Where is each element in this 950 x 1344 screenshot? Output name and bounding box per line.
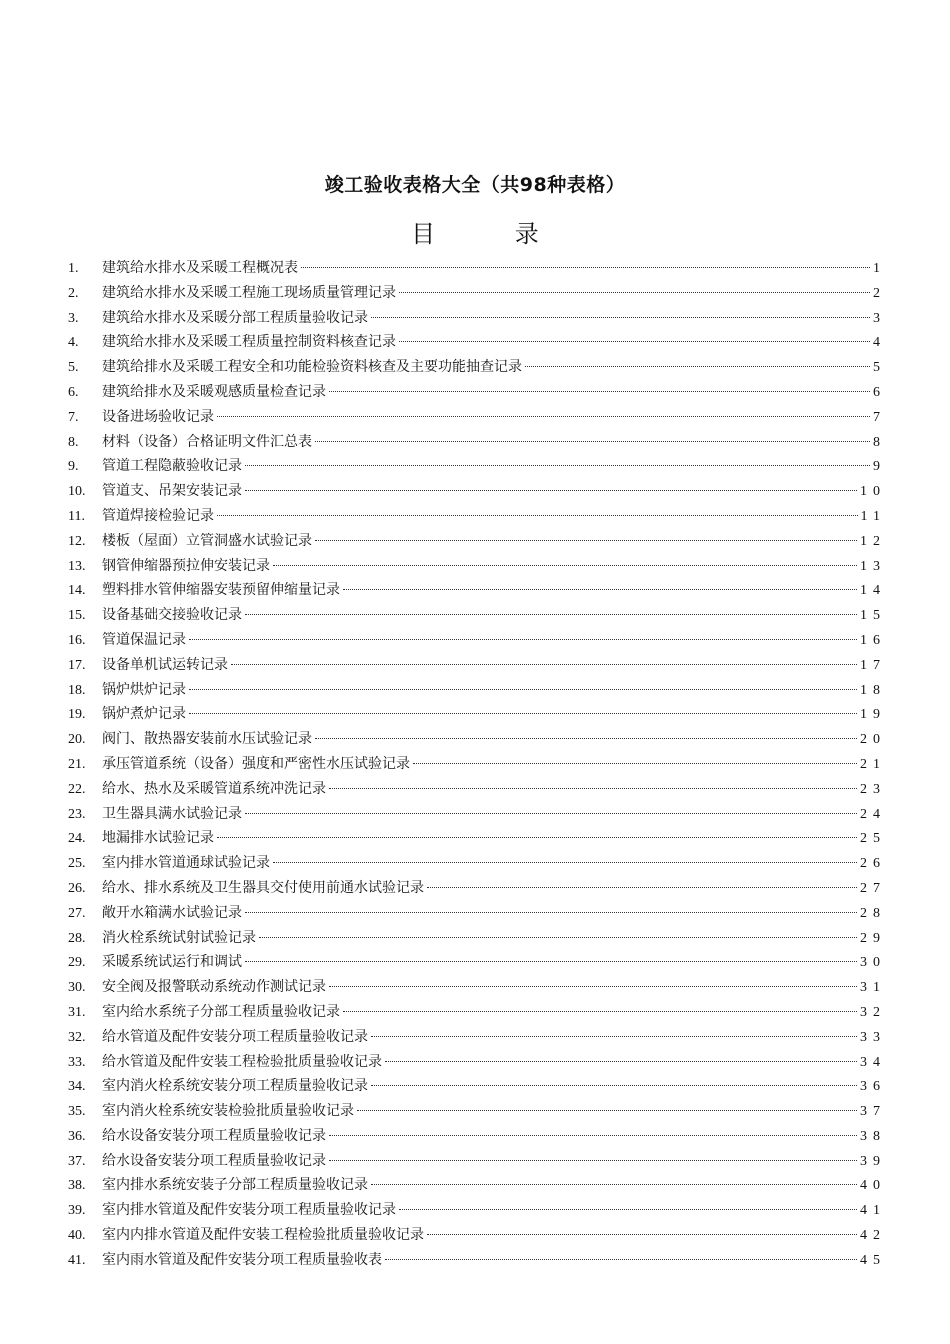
toc-entry[interactable] xyxy=(68,727,886,752)
toc-entry-page: 6 xyxy=(873,384,886,400)
toc-entry[interactable] xyxy=(68,1173,886,1198)
toc-entry-page: 39 xyxy=(860,1153,886,1169)
toc-entry-number: 17. xyxy=(68,657,86,673)
toc-entry-number: 6. xyxy=(68,384,79,400)
toc-dot-leader xyxy=(245,613,857,615)
toc-entry-title: 给水、热水及采暖管道系统冲洗记录 xyxy=(102,780,326,797)
toc-dot-leader xyxy=(245,489,857,491)
toc-entry-number: 21. xyxy=(68,756,86,772)
toc-entry[interactable] xyxy=(68,1000,886,1025)
toc-entry-page: 11 xyxy=(860,508,886,524)
toc-entry-title: 建筑给水排水及采暖工程施工现场质量管理记录 xyxy=(102,284,396,301)
toc-entry-number: 16. xyxy=(68,632,86,648)
toc-entry-title: 建筑给水排水及采暖工程概况表 xyxy=(102,260,298,276)
toc-entry-page: 3 xyxy=(873,310,886,326)
toc-entry-title: 给水、排水系统及卫生器具交付使用前通水试验记录 xyxy=(102,879,424,896)
toc-entry-number: 37. xyxy=(68,1153,86,1169)
toc-entry[interactable] xyxy=(68,851,886,876)
toc-dot-leader xyxy=(329,390,870,392)
toc-entry[interactable] xyxy=(68,1099,886,1124)
toc-heading: 目 录 xyxy=(411,220,575,248)
toc-dot-leader xyxy=(245,464,870,466)
toc-entry-page: 28 xyxy=(860,905,886,921)
toc-entry-title: 敞开水箱满水试验记录 xyxy=(102,904,242,921)
toc-entry-title: 地漏排水试验记录 xyxy=(102,830,214,847)
toc-dot-leader xyxy=(217,514,858,516)
toc-entry-page: 25 xyxy=(860,831,886,847)
toc-entry-title: 室内排水管道及配件安装分项工程质量验收记录 xyxy=(102,1202,396,1219)
toc-entry-page: 23 xyxy=(860,781,886,797)
toc-dot-leader xyxy=(315,539,857,541)
toc-entry[interactable] xyxy=(68,777,886,802)
toc-entry-number: 23. xyxy=(68,806,86,822)
toc-entry-title: 建筑给排水及采暖观感质量检查记录 xyxy=(102,383,326,400)
toc-entry-page: 40 xyxy=(860,1178,886,1194)
toc-entry-page: 18 xyxy=(860,682,886,698)
toc-entry-page: 21 xyxy=(860,756,886,772)
toc-entry-title: 承压管道系统（设备）强度和严密性水压试验记录 xyxy=(102,755,410,772)
toc-entry-number: 13. xyxy=(68,558,86,574)
toc-entry[interactable] xyxy=(68,603,886,628)
toc-entry-title: 建筑给水排水及采暖工程质量控制资料核查记录 xyxy=(102,334,396,351)
toc-entry-number: 5. xyxy=(68,360,79,376)
document-title: 竣工验收表格大全（共98种表格） xyxy=(324,174,626,196)
toc-entry-page: 2 xyxy=(873,285,886,301)
toc-dot-leader xyxy=(343,1010,857,1012)
toc-entry-page: 38 xyxy=(860,1128,886,1144)
toc-entry-title: 锅炉煮炉记录 xyxy=(102,706,186,723)
toc-entry[interactable] xyxy=(68,926,886,951)
toc-entry-number: 22. xyxy=(68,781,86,797)
toc-dot-leader xyxy=(189,688,857,690)
toc-dot-leader xyxy=(217,836,857,838)
toc-dot-leader xyxy=(371,1183,857,1185)
toc-entry-title: 材料（设备）合格证明文件汇总表 xyxy=(102,433,312,450)
toc-entry-page: 19 xyxy=(860,707,886,723)
toc-entry[interactable] xyxy=(68,578,886,603)
toc-entry[interactable] xyxy=(68,504,886,529)
toc-entry-number: 31. xyxy=(68,1004,86,1020)
toc-entry-page: 45 xyxy=(860,1252,886,1268)
toc-dot-leader xyxy=(315,737,857,739)
toc-entry-title: 消火栓系统试射试验记录 xyxy=(102,929,256,946)
toc-entry-page: 41 xyxy=(860,1203,886,1219)
toc-entry[interactable] xyxy=(68,1074,886,1099)
toc-entry-page: 37 xyxy=(860,1104,886,1120)
toc-entry[interactable] xyxy=(68,1149,886,1174)
toc-entry-number: 27. xyxy=(68,905,86,921)
toc-dot-leader xyxy=(329,1134,857,1136)
toc-dot-leader xyxy=(413,762,857,764)
toc-entry-title: 给水设备安装分项工程质量验收记录 xyxy=(102,1152,326,1169)
toc-dot-leader xyxy=(245,960,857,962)
toc-dot-leader xyxy=(273,861,857,863)
toc-entry-page: 9 xyxy=(873,459,886,475)
toc-entry-number: 24. xyxy=(68,831,86,847)
toc-dot-leader xyxy=(343,588,857,590)
toc-entry-title: 采暖系统试运行和调试 xyxy=(102,954,242,971)
toc-entry[interactable] xyxy=(68,678,886,703)
toc-entry-page: 13 xyxy=(860,558,886,574)
toc-entry[interactable] xyxy=(68,1248,886,1273)
toc-entry-number: 36. xyxy=(68,1128,86,1144)
toc-entry-number: 2. xyxy=(68,285,79,301)
toc-entry-number: 30. xyxy=(68,980,86,996)
toc-entry-title: 塑料排水管伸缩器安装预留伸缩量记录 xyxy=(102,582,340,599)
toc-entry[interactable] xyxy=(68,256,886,281)
toc-entry[interactable] xyxy=(68,306,886,331)
toc-entry-page: 30 xyxy=(860,955,886,971)
toc-entry-title: 室内排水系统安装子分部工程质量验收记录 xyxy=(102,1177,368,1194)
toc-entry-number: 15. xyxy=(68,608,86,624)
toc-entry-title: 安全阀及报警联动系统动作测试记录 xyxy=(102,979,326,996)
toc-entry-title: 锅炉烘炉记录 xyxy=(102,681,186,698)
toc-entry-page: 10 xyxy=(860,484,886,500)
toc-entry-page: 26 xyxy=(860,856,886,872)
toc-entry-page: 24 xyxy=(860,806,886,822)
toc-entry[interactable] xyxy=(68,355,886,380)
toc-entry[interactable] xyxy=(68,330,886,355)
toc-entry[interactable] xyxy=(68,802,886,827)
toc-entry-title: 给水管道及配件安装分项工程质量验收记录 xyxy=(102,1028,368,1045)
toc-dot-leader xyxy=(371,1035,857,1037)
table-of-contents xyxy=(68,256,886,1273)
toc-entry-title: 设备进场验收记录 xyxy=(102,408,214,425)
toc-dot-leader xyxy=(245,911,857,913)
toc-dot-leader xyxy=(189,638,857,640)
toc-entry[interactable] xyxy=(68,405,886,430)
toc-entry[interactable] xyxy=(68,281,886,306)
toc-entry-page: 17 xyxy=(860,657,886,673)
toc-entry-page: 34 xyxy=(860,1054,886,1070)
toc-entry[interactable] xyxy=(68,702,886,727)
toc-entry-number: 9. xyxy=(68,459,79,475)
toc-entry-page: 14 xyxy=(860,583,886,599)
toc-entry-page: 42 xyxy=(860,1228,886,1244)
toc-entry-title: 建筑给水排水及采暖分部工程质量验收记录 xyxy=(102,309,368,326)
toc-entry[interactable] xyxy=(68,1198,886,1223)
toc-entry[interactable] xyxy=(68,975,886,1000)
toc-entry[interactable] xyxy=(68,901,886,926)
toc-dot-leader xyxy=(385,1060,857,1062)
toc-dot-leader xyxy=(217,415,870,417)
toc-entry[interactable] xyxy=(68,950,886,975)
toc-dot-leader xyxy=(329,985,857,987)
toc-dot-leader xyxy=(399,340,870,342)
toc-dot-leader xyxy=(329,1159,857,1161)
toc-entry-title: 阀门、散热器安装前水压试验记录 xyxy=(102,731,312,748)
toc-entry-number: 3. xyxy=(68,310,79,326)
toc-entry-page: 36 xyxy=(860,1079,886,1095)
toc-entry[interactable] xyxy=(68,628,886,653)
toc-dot-leader xyxy=(427,886,857,888)
toc-entry-number: 18. xyxy=(68,682,86,698)
toc-entry-title: 钢管伸缩器预拉伸安装记录 xyxy=(102,557,270,574)
toc-entry-page: 27 xyxy=(860,880,886,896)
toc-dot-leader xyxy=(301,266,870,268)
toc-entry[interactable] xyxy=(68,1025,886,1050)
toc-entry[interactable] xyxy=(68,752,886,777)
toc-entry-page: 31 xyxy=(860,980,886,996)
toc-entry[interactable] xyxy=(68,454,886,479)
toc-entry-number: 26. xyxy=(68,880,86,896)
toc-entry-title: 楼板（屋面）立管洞盛水试验记录 xyxy=(102,532,312,549)
toc-entry-title: 室内雨水管道及配件安装分项工程质量验收表 xyxy=(102,1251,382,1268)
toc-dot-leader xyxy=(525,365,870,367)
toc-dot-leader xyxy=(245,812,857,814)
toc-entry-title: 管道焊接检验记录 xyxy=(102,507,214,524)
toc-dot-leader xyxy=(231,663,857,665)
toc-dot-leader xyxy=(259,936,857,938)
toc-entry-number: 10. xyxy=(68,484,86,500)
toc-entry[interactable] xyxy=(68,826,886,851)
toc-dot-leader xyxy=(315,440,870,442)
toc-entry-title: 室内给水系统子分部工程质量验收记录 xyxy=(102,1003,340,1020)
toc-entry-title: 室内消火栓系统安装检验批质量验收记录 xyxy=(102,1103,354,1120)
toc-entry[interactable] xyxy=(68,653,886,678)
toc-entry[interactable] xyxy=(68,430,886,455)
toc-entry-page: 16 xyxy=(860,632,886,648)
toc-entry-number: 33. xyxy=(68,1054,86,1070)
toc-entry-number: 40. xyxy=(68,1228,86,1244)
toc-entry-number: 12. xyxy=(68,533,86,549)
toc-entry-number: 19. xyxy=(68,707,86,723)
toc-entry-number: 35. xyxy=(68,1104,86,1120)
toc-entry-page: 4 xyxy=(873,335,886,351)
toc-entry-page: 32 xyxy=(860,1004,886,1020)
toc-entry-title: 管道保温记录 xyxy=(102,631,186,648)
toc-entry-title: 设备基础交接验收记录 xyxy=(102,607,242,624)
toc-entry-page: 5 xyxy=(873,360,886,376)
toc-entry[interactable] xyxy=(68,1223,886,1248)
toc-entry-title: 建筑给排水及采暖工程安全和功能检验资料核查及主要功能抽查记录 xyxy=(102,359,522,376)
toc-entry-number: 29. xyxy=(68,955,86,971)
toc-entry[interactable] xyxy=(68,380,886,405)
toc-dot-leader xyxy=(329,787,857,789)
toc-entry-number: 39. xyxy=(68,1203,86,1219)
toc-entry-title: 给水管道及配件安装工程检验批质量验收记录 xyxy=(102,1053,382,1070)
toc-entry-number: 14. xyxy=(68,583,86,599)
toc-entry[interactable] xyxy=(68,479,886,504)
toc-entry-number: 25. xyxy=(68,856,86,872)
toc-entry[interactable] xyxy=(68,1050,886,1075)
toc-dot-leader xyxy=(399,291,870,293)
toc-entry-title: 室内消火栓系统安装分项工程质量验收记录 xyxy=(102,1078,368,1095)
toc-entry[interactable] xyxy=(68,876,886,901)
toc-dot-leader xyxy=(189,712,857,714)
toc-entry-number: 11. xyxy=(68,508,85,524)
toc-entry-title: 管道工程隐蔽验收记录 xyxy=(102,458,242,475)
toc-entry-page: 7 xyxy=(873,409,886,425)
toc-entry-title: 设备单机试运转记录 xyxy=(102,656,228,673)
toc-entry[interactable] xyxy=(68,1124,886,1149)
toc-entry-page: 29 xyxy=(860,930,886,946)
toc-dot-leader xyxy=(273,564,857,566)
toc-entry-number: 28. xyxy=(68,930,86,946)
toc-entry-number: 34. xyxy=(68,1079,86,1095)
toc-entry-number: 7. xyxy=(68,409,79,425)
toc-entry-title: 室内排水管道通球试验记录 xyxy=(102,855,270,872)
toc-entry-page: 15 xyxy=(860,608,886,624)
toc-entry[interactable] xyxy=(68,554,886,579)
toc-entry-number: 8. xyxy=(68,434,79,450)
toc-entry-title: 卫生器具满水试验记录 xyxy=(102,805,242,822)
toc-entry-number: 1. xyxy=(68,261,79,276)
toc-entry-number: 41. xyxy=(68,1252,86,1268)
toc-dot-leader xyxy=(371,1084,857,1086)
toc-dot-leader xyxy=(399,1208,857,1210)
toc-entry-title: 给水设备安装分项工程质量验收记录 xyxy=(102,1127,326,1144)
toc-entry-number: 38. xyxy=(68,1178,86,1194)
toc-dot-leader xyxy=(371,316,870,318)
toc-entry-page: 12 xyxy=(860,533,886,549)
toc-entry-page: 1 xyxy=(873,261,886,276)
toc-entry-title: 室内内排水管道及配件安装工程检验批质量验收记录 xyxy=(102,1227,424,1244)
toc-entry[interactable] xyxy=(68,529,886,554)
toc-dot-leader xyxy=(427,1233,857,1235)
toc-dot-leader xyxy=(357,1109,857,1111)
toc-entry-page: 8 xyxy=(873,434,886,450)
toc-entry-number: 20. xyxy=(68,732,86,748)
toc-entry-page: 33 xyxy=(860,1029,886,1045)
toc-entry-title: 管道支、吊架安装记录 xyxy=(102,483,242,500)
toc-dot-leader xyxy=(385,1258,857,1260)
toc-entry-number: 4. xyxy=(68,335,79,351)
toc-entry-page: 20 xyxy=(860,732,886,748)
toc-entry-number: 32. xyxy=(68,1029,86,1045)
